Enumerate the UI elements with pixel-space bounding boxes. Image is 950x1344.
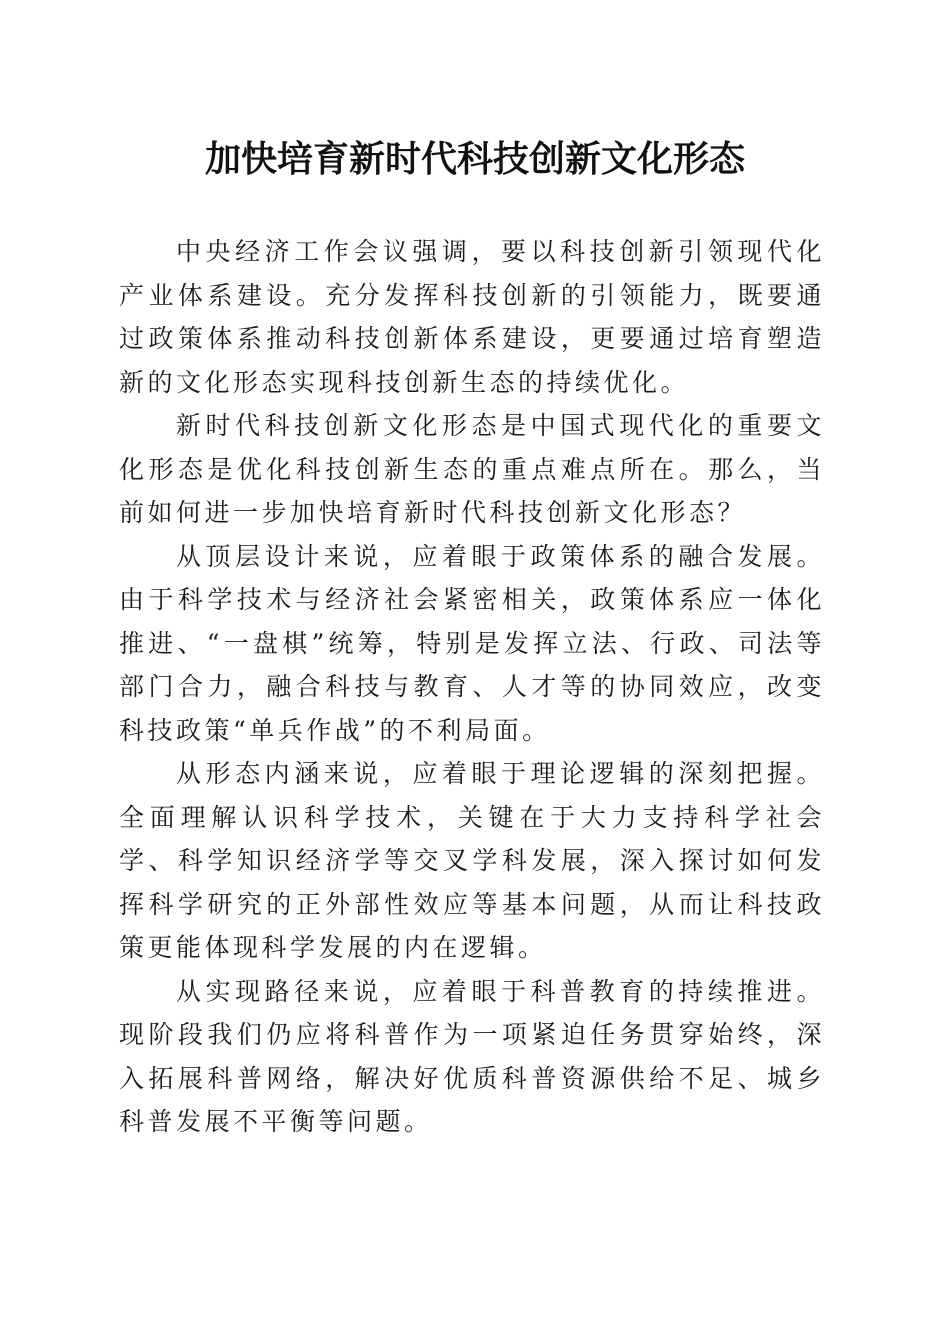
document-body xyxy=(119,230,825,1144)
paragraph-5: 从实现路径来说，应着眼于科普教育的持续推进。现阶段我们仍应将科普作为一项紧迫任务贯穿始终，深入拓展科普网络，解决好优质科普资源供给不足、城乡科普发展不平衡等问题。 xyxy=(119,976,825,1136)
paragraph-4: 从形态内涵来说，应着眼于理论逻辑的深刻把握。全面理解认识科学技术，关键在于大力支持科学社会学、科学知识经济学等交叉学科发展，深入探讨如何发挥科学研究的正外部性效应等基本问题，从而让科技政策更能体现科学发展的内在逻辑。 xyxy=(119,759,825,962)
paragraph-3: 从顶层设计来说，应着眼于政策体系的融合发展。由于科学技术与经济社会紧密相关，政策体系应一体化推进、“一盘棋”统筹，特别是发挥立法、行政、司法等部门合力，融合科技与教育、人才等的协同效应，改变科技政策“单兵作战”的不利局面。 xyxy=(119,541,825,745)
paragraph-1: 中央经济工作会议强调，要以科技创新引领现代化产业体系建设。充分发挥科技创新的引领能力，既要通过政策体系推动科技创新体系建设，更要通过培育塑造新的文化形态实现科技创新生态的持续优化。 xyxy=(119,237,825,397)
document-title: 加快培育新时代科技创新文化形态 xyxy=(204,138,745,180)
paragraph-2: 新时代科技创新文化形态是中国式现代化的重要文化形态是优化科技创新生态的重点难点所在。那么，当前如何进一步加快培育新时代科技创新文化形态？ xyxy=(119,411,825,527)
